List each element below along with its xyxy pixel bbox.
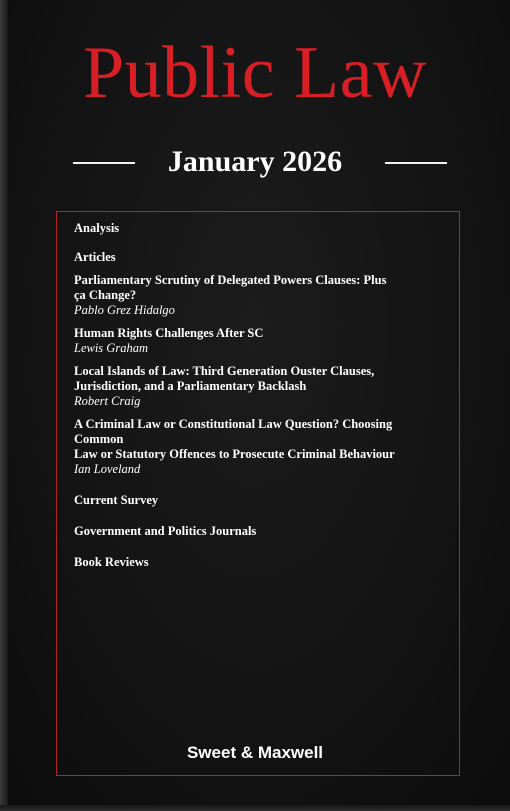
article-author: Robert Craig [74, 394, 141, 408]
article-entry [74, 326, 443, 356]
section-current-survey: Current Survey [74, 493, 159, 507]
section-journals: Government and Politics Journals [74, 524, 257, 538]
section-articles: Articles [74, 250, 116, 264]
article-title-line: A Criminal Law or Constitutional Law Question? Choosing Common [74, 417, 393, 446]
section-book-reviews: Book Reviews [74, 555, 149, 569]
section-analysis: Analysis [74, 221, 120, 235]
issue-date: January 2026 [167, 145, 343, 178]
article-entry [74, 417, 443, 477]
article-entry [74, 364, 443, 409]
article-title-line: Parliamentary Scrutiny of Delegated Powers Clauses: Plus [74, 273, 387, 287]
spine-edge [0, 0, 8, 811]
issue-row [0, 140, 510, 184]
right-rule-divider [385, 162, 447, 164]
article-author: Ian Loveland [74, 462, 141, 476]
article-title-line: Human Rights Challenges After SC [74, 326, 264, 340]
contents-box [56, 211, 460, 776]
article-title-line: ça Change? [74, 288, 137, 302]
bottom-edge [0, 805, 510, 811]
article-title-line: Law or Statutory Offences to Prosecute Criminal Behaviour [74, 447, 395, 461]
article-author: Lewis Graham [74, 341, 148, 355]
article-author: Pablo Grez Hidalgo [74, 303, 175, 317]
article-title-line: Local Islands of Law: Third Generation Ouster Clauses, [74, 364, 375, 378]
journal-title: Public Law [82, 32, 428, 114]
article-title-line: Jurisdiction, and a Parliamentary Backlash [74, 379, 307, 393]
publisher-name: Sweet & Maxwell [186, 743, 324, 762]
article-entry [74, 273, 443, 318]
